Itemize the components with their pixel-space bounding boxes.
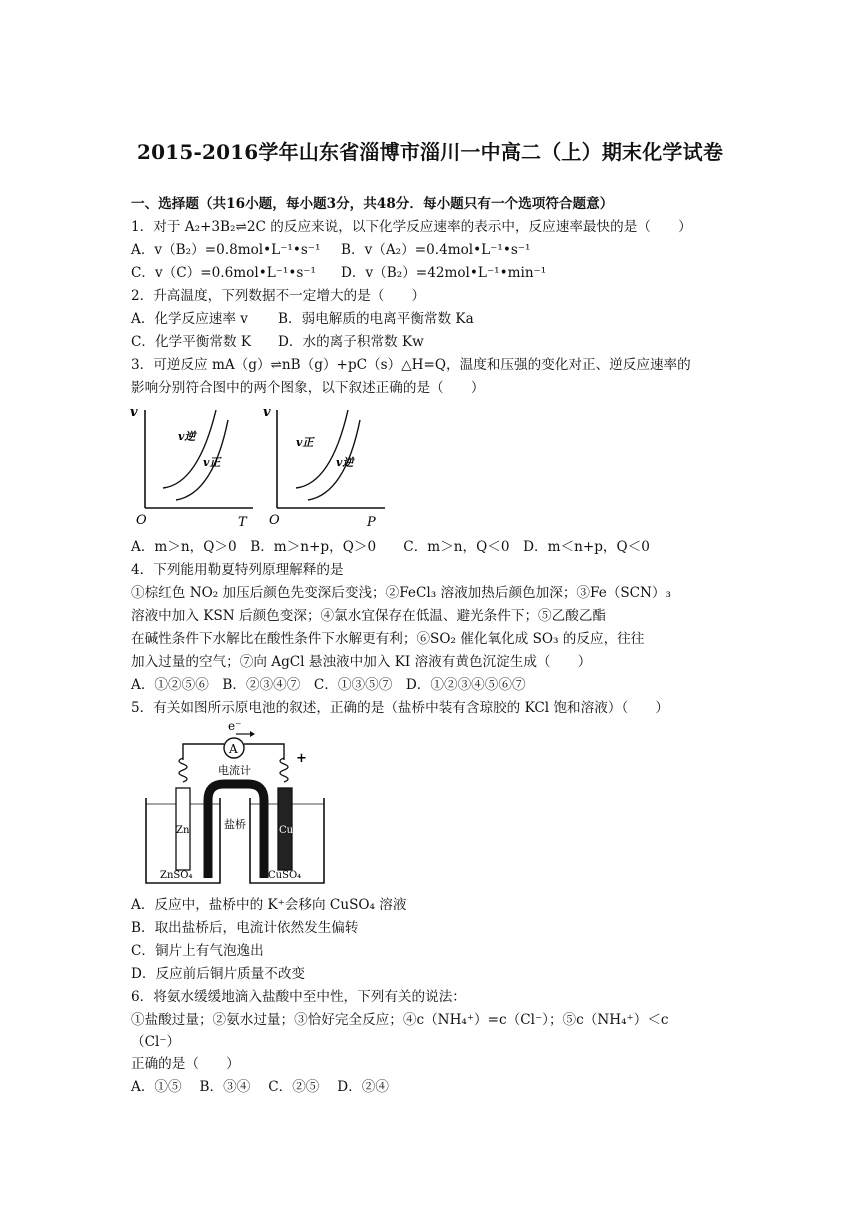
question-6-options: A．①⑤ B．③④ C．②⑤ D．②④	[131, 1079, 389, 1095]
zinc-label: Zn	[176, 825, 190, 836]
question-5-option-a: A．反应中，盐桥中的 K⁺会移向 CuSO₄ 溶液	[131, 897, 407, 913]
question-1-option-d: D．v（B₂）=42mol•L⁻¹•min⁻¹	[341, 265, 547, 281]
question-1-stem: 1．对于 A₂+3B₂⇌2C 的反应来说，以下化学反应速率的表示中，反应速率最快的是（ ）	[131, 219, 692, 235]
graph1-origin-label: O	[136, 513, 147, 528]
question-6-line2: （Cl⁻）	[131, 1034, 181, 1050]
question-5-option-c: C．铜片上有气泡逸出	[131, 943, 264, 959]
graph-pressure	[263, 405, 385, 530]
question-3-options: A．m＞n，Q＞0 B．m＞n+p，Q＞0 C．m＞n，Q＜0 D．m＜n+p，Q＜0	[131, 539, 650, 555]
question-2-option-b: B．弱电解质的电离平衡常数 Ka	[278, 311, 474, 327]
question-2-option-d: D．水的离子积常数 Kw	[278, 334, 424, 350]
question-4-line3: 在碱性条件下水解比在酸性条件下水解更有利；⑥SO₂ 催化氧化成 SO₃ 的反应，往往	[131, 631, 645, 647]
section-heading: 一、选择题（共16小题，每小题3分，共48分．每小题只有一个选项符合题意）	[131, 196, 614, 212]
question-1-option-a: A．v（B₂）=0.8mol•L⁻¹•s⁻¹	[131, 242, 321, 258]
question-1-option-b: B．v（A₂）=0.4mol•L⁻¹•s⁻¹	[341, 242, 531, 258]
question-5-option-b: B．取出盐桥后，电流计依然发生偏转	[131, 920, 359, 936]
right-spring-icon	[280, 758, 288, 782]
question-5-stem: 5．有关如图所示原电池的叙述，正确的是（盐桥中装有含琼胶的 KCl 饱和溶液）（ ）	[131, 700, 669, 716]
question-4-line2: 溶液中加入 KSN 后颜色变深；④氯水宜保存在低温、避光条件下；⑤乙酸乙酯	[131, 608, 607, 624]
salt-bridge-label: 盐桥	[224, 818, 246, 831]
graph2-curve-2-label: v逆	[336, 456, 354, 469]
left-solution-label: ZnSO₄	[160, 870, 193, 881]
ammeter-label: 电流计	[218, 764, 251, 777]
graph2-x-axis-label: P	[367, 515, 376, 530]
graph1-y-axis-label: v	[130, 405, 138, 420]
page-title: 2015-2016学年山东省淄博市淄川一中高二（上）期末化学试卷	[136, 140, 724, 164]
graph-temperature	[130, 405, 253, 530]
question-3-stem-line2: 影响分别符合图中的两个图象，以下叙述正确的是（ ）	[131, 380, 485, 396]
positive-terminal-label: +	[296, 751, 307, 766]
electron-arrow-icon	[250, 731, 255, 737]
graph1-x-axis-label: T	[238, 515, 247, 530]
graph2-origin-label: O	[269, 513, 280, 528]
electron-label: e⁻	[228, 719, 242, 733]
right-solution-label: CuSO₄	[268, 870, 302, 881]
question-1-option-c: C．v（C）=0.6mol•L⁻¹•s⁻¹	[131, 265, 316, 281]
left-spring-icon	[179, 758, 187, 782]
ammeter-symbol: A	[229, 742, 238, 756]
graph1-curve-1-label: v逆	[178, 430, 196, 443]
question-2-option-c: C．化学平衡常数 K	[131, 334, 252, 350]
question-4-stem: 4．下列能用勒夏特列原理解释的是	[131, 562, 344, 578]
graph1-curve-2-label: v正	[203, 456, 221, 469]
galvanic-cell-figure	[138, 718, 338, 888]
question-3-stem-line1: 3．可逆反应 mA（g）⇌nB（g）+pC（s）△H=Q，温度和压强的变化对正、逆反应速率的	[131, 357, 691, 373]
salt-bridge	[208, 784, 264, 878]
question-4-options: A．①②⑤⑥ B．②③④⑦ C．①③⑤⑦ D．①②③④⑤⑥⑦	[131, 677, 526, 693]
question-4-line1: ①棕红色 NO₂ 加压后颜色先变深后变浅；②FeCl₃ 溶液加热后颜色加深；③Fe（SCN）₃	[131, 585, 671, 601]
question-2-stem: 2．升高温度，下列数据不一定增大的是（ ）	[131, 288, 426, 304]
question-2-option-a: A．化学反应速率 v	[131, 311, 248, 327]
question-6-line3: 正确的是（ ）	[131, 1056, 240, 1072]
graph2-curve-1-label: v正	[296, 436, 314, 449]
question-5-option-d: D．反应前后铜片质量不改变	[131, 966, 306, 982]
rate-graphs-figure	[128, 402, 398, 530]
question-4-line4: 加入过量的空气；⑦向 AgCl 悬浊液中加入 KI 溶液有黄色沉淀生成（ ）	[131, 654, 592, 670]
question-6-line1: ①盐酸过量；②氨水过量；③恰好完全反应；④c（NH₄⁺）=c（Cl⁻）；⑤c（NH₄⁺）＜c	[131, 1012, 669, 1028]
question-6-stem: 6．将氨水缓缓地滴入盐酸中至中性，下列有关的说法：	[131, 989, 466, 1005]
graph2-y-axis-label: v	[263, 405, 271, 420]
copper-label: Cu	[279, 825, 294, 836]
